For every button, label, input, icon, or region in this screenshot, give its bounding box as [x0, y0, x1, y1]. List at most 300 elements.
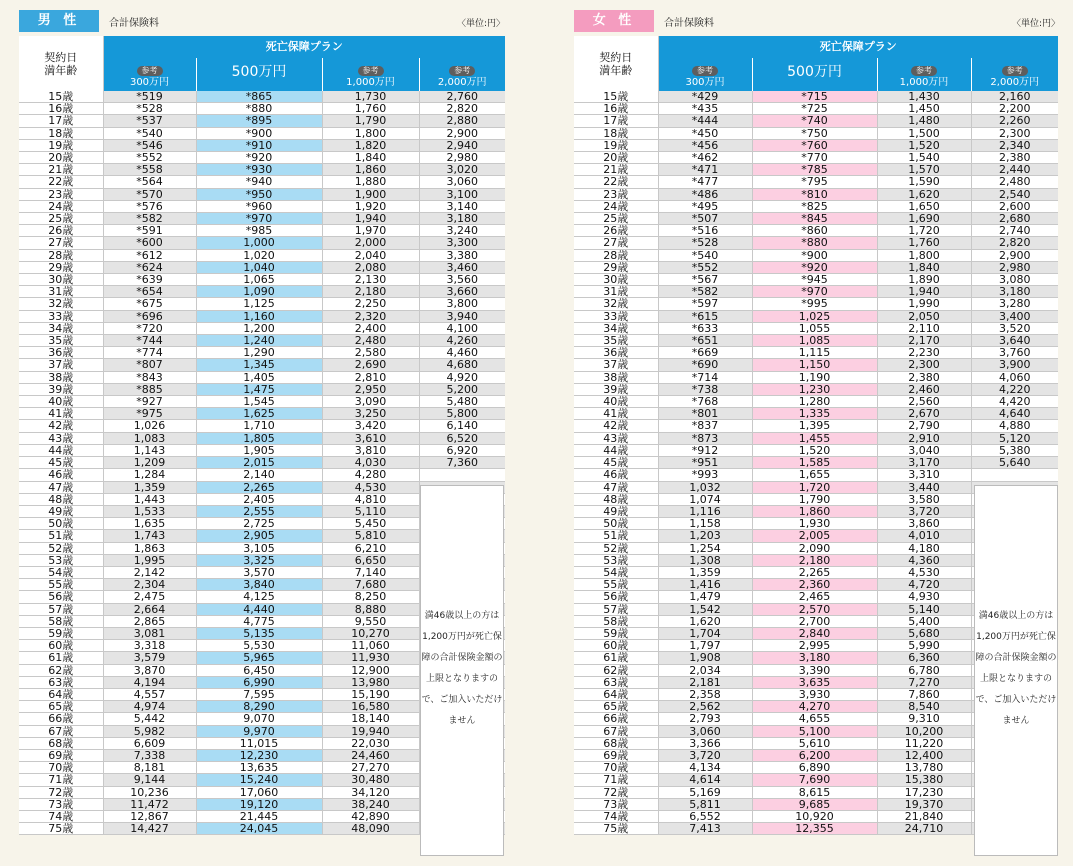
age-cell: 68歳 [19, 737, 103, 749]
premium-cell: 1,308 [658, 554, 752, 566]
premium-cell-highlight: 1,905 [196, 444, 322, 456]
premium-cell: 4,640 [971, 408, 1058, 420]
premium-cell: 4,134 [658, 762, 752, 774]
premium-cell: *612 [103, 249, 196, 261]
age-cell: 71歳 [19, 774, 103, 786]
age-cell: 66歳 [19, 713, 103, 725]
plan-header: 死亡保障プラン [658, 36, 1058, 58]
premium-cell: 2,260 [971, 115, 1058, 127]
premium-cell-highlight: 1,710 [196, 420, 322, 432]
table-row [19, 127, 505, 139]
premium-cell: 2,680 [971, 213, 1058, 225]
premium-cell: 3,460 [419, 261, 505, 273]
premium-cell: 42,890 [322, 810, 419, 822]
premium-cell-highlight: *970 [196, 213, 322, 225]
premium-cell-highlight: 2,840 [752, 627, 877, 639]
premium-cell: 7,860 [877, 688, 971, 700]
premium-cell: *582 [658, 286, 752, 298]
premium-cell: 6,920 [419, 444, 505, 456]
premium-cell: 2,560 [877, 396, 971, 408]
age-cell: 66歳 [574, 713, 658, 725]
premium-cell: 24,710 [877, 823, 971, 835]
premium-cell-highlight: 1,240 [196, 335, 322, 347]
premium-cell-highlight: 6,200 [752, 749, 877, 761]
premium-cell-highlight: 2,090 [752, 542, 877, 554]
age-cell: 22歳 [19, 176, 103, 188]
age-cell: 55歳 [19, 579, 103, 591]
plan-header: 死亡保障プラン [103, 36, 505, 58]
premium-cell: 3,366 [658, 737, 752, 749]
age-cell: 25歳 [574, 213, 658, 225]
premium-cell: 1,797 [658, 640, 752, 652]
premium-cell-highlight: *970 [752, 286, 877, 298]
age-cell: 42歳 [574, 420, 658, 432]
premium-cell-highlight: *985 [196, 225, 322, 237]
premium-cell: 3,520 [971, 322, 1058, 334]
premium-cell: 3,810 [322, 444, 419, 456]
premium-cell: 1,620 [658, 615, 752, 627]
premium-cell: 3,020 [419, 164, 505, 176]
premium-cell-highlight: 1,335 [752, 408, 877, 420]
premium-cell-highlight: 1,020 [196, 249, 322, 261]
table-row [19, 91, 505, 103]
premium-cell: 7,270 [877, 676, 971, 688]
premium-cell: 3,440 [877, 481, 971, 493]
premium-cell: 19,370 [877, 798, 971, 810]
premium-cell-highlight: 1,160 [196, 310, 322, 322]
premium-cell: 2,600 [971, 200, 1058, 212]
premium-cell: 1,840 [322, 152, 419, 164]
premium-cell-highlight: 2,360 [752, 579, 877, 591]
premium-cell-highlight: 1,625 [196, 408, 322, 420]
premium-cell: *654 [103, 286, 196, 298]
table-row [19, 274, 505, 286]
premium-cell: 2,480 [971, 176, 1058, 188]
age-cell: 21歳 [574, 164, 658, 176]
gender-tag-female: 女 性 [574, 10, 654, 32]
premium-cell: *993 [658, 469, 752, 481]
premium-cell-highlight: 7,595 [196, 688, 322, 700]
premium-cell: 1,416 [658, 579, 752, 591]
premium-cell-highlight: 1,025 [752, 310, 877, 322]
premium-cell: *669 [658, 347, 752, 359]
premium-cell-highlight: *760 [752, 139, 877, 151]
premium-cell-highlight: 24,045 [196, 823, 322, 835]
premium-cell: 4,530 [877, 566, 971, 578]
premium-cell: 4,810 [322, 493, 419, 505]
premium-cell-highlight: 2,140 [196, 469, 322, 481]
age-cell: 24歳 [574, 200, 658, 212]
premium-cell: 8,250 [322, 591, 419, 603]
table-row [19, 152, 505, 164]
unit-label: 〈単位:円〉 [456, 19, 505, 29]
table-row [574, 200, 1058, 212]
table-row [19, 457, 505, 469]
premium-cell: *639 [103, 274, 196, 286]
premium-cell-highlight: *920 [752, 261, 877, 273]
premium-cell: *435 [658, 103, 752, 115]
premium-cell: *591 [103, 225, 196, 237]
premium-cell: 1,026 [103, 420, 196, 432]
premium-cell: 48,090 [322, 823, 419, 835]
premium-cell: *624 [103, 261, 196, 273]
premium-cell: 5,110 [322, 505, 419, 517]
premium-cell: 1,254 [658, 542, 752, 554]
premium-cell: 11,472 [103, 798, 196, 810]
premium-cell-highlight: 1,230 [752, 383, 877, 395]
premium-cell: 1,450 [877, 103, 971, 115]
premium-cell: 3,860 [877, 518, 971, 530]
premium-cell: 2,250 [322, 298, 419, 310]
age-cell: 32歳 [19, 298, 103, 310]
premium-cell: *744 [103, 335, 196, 347]
age-cell: 55歳 [574, 579, 658, 591]
premium-cell-highlight: 8,615 [752, 786, 877, 798]
premium-cell: *516 [658, 225, 752, 237]
table-row [19, 200, 505, 212]
premium-cell: 4,920 [419, 371, 505, 383]
premium-cell: 10,200 [877, 725, 971, 737]
age-cell: 56歳 [574, 591, 658, 603]
age-cell: 48歳 [19, 493, 103, 505]
age-cell: 34歳 [574, 322, 658, 334]
col-2000: 参考 2,000万円 [971, 58, 1058, 91]
premium-cell: 1,760 [322, 103, 419, 115]
age-cell: 57歳 [574, 603, 658, 615]
table-row [574, 444, 1058, 456]
table-row [574, 298, 1058, 310]
premium-cell: 3,180 [419, 213, 505, 225]
premium-cell: 2,562 [658, 701, 752, 713]
premium-cell: 6,360 [877, 652, 971, 664]
table-row [574, 420, 1058, 432]
premium-cell-highlight: 19,120 [196, 798, 322, 810]
premium-cell: 5,169 [658, 786, 752, 798]
table-row [19, 261, 505, 273]
table-row [574, 310, 1058, 322]
premium-cell-highlight: 3,325 [196, 554, 322, 566]
table-row [19, 115, 505, 127]
premium-cell: *552 [658, 261, 752, 273]
premium-cell-highlight: 2,265 [196, 481, 322, 493]
premium-cell-highlight: 1,455 [752, 432, 877, 444]
premium-cell: 3,318 [103, 640, 196, 652]
age-cell: 62歳 [574, 664, 658, 676]
premium-cell: 5,442 [103, 713, 196, 725]
premium-cell: 3,720 [658, 749, 752, 761]
age-cell: 37歳 [19, 359, 103, 371]
premium-cell: *456 [658, 139, 752, 151]
premium-cell-highlight: *795 [752, 176, 877, 188]
premium-cell-highlight: 12,355 [752, 823, 877, 835]
premium-cell-highlight: 2,005 [752, 530, 877, 542]
table-row [574, 383, 1058, 395]
premium-cell: *675 [103, 298, 196, 310]
premium-cell-highlight: 1,125 [196, 298, 322, 310]
premium-cell: 4,260 [419, 335, 505, 347]
age-cell: 20歳 [19, 152, 103, 164]
table-row [574, 274, 1058, 286]
premium-cell-highlight: 1,055 [752, 322, 877, 334]
table-row [19, 371, 505, 383]
premium-cell-highlight: 1,000 [196, 237, 322, 249]
premium-cell-highlight: 1,655 [752, 469, 877, 481]
age-cell: 64歳 [19, 688, 103, 700]
premium-cell: 22,030 [322, 737, 419, 749]
age-cell: 29歳 [19, 261, 103, 273]
premium-cell: 1,900 [322, 188, 419, 200]
premium-cell: 15,380 [877, 774, 971, 786]
premium-cell: 1,800 [877, 249, 971, 261]
premium-cell: 15,190 [322, 688, 419, 700]
premium-cell [971, 469, 1058, 481]
table-row [19, 249, 505, 261]
age-cell: 25歳 [19, 213, 103, 225]
age-cell: 21歳 [19, 164, 103, 176]
age-cell: 73歳 [19, 798, 103, 810]
premium-cell: 6,780 [877, 664, 971, 676]
premium-cell-highlight: *940 [196, 176, 322, 188]
age-cell: 28歳 [574, 249, 658, 261]
premium-cell-highlight: 15,240 [196, 774, 322, 786]
premium-cell-highlight: 5,530 [196, 640, 322, 652]
age-cell: 19歳 [574, 139, 658, 151]
age-cell: 46歳 [19, 469, 103, 481]
table-row [574, 335, 1058, 347]
premium-cell: 5,480 [419, 396, 505, 408]
premium-cell: 3,870 [103, 664, 196, 676]
age-cell: 49歳 [19, 505, 103, 517]
age-cell: 69歳 [574, 749, 658, 761]
premium-cell: 3,170 [877, 457, 971, 469]
premium-cell: *843 [103, 371, 196, 383]
premium-cell: 4,220 [971, 383, 1058, 395]
premium-cell: 6,650 [322, 554, 419, 566]
premium-cell-highlight: 5,100 [752, 725, 877, 737]
premium-cell: 3,310 [877, 469, 971, 481]
reference-badge: 参考 [137, 66, 163, 76]
premium-cell: 1,570 [877, 164, 971, 176]
premium-cell: 1,116 [658, 505, 752, 517]
age-cell: 16歳 [574, 103, 658, 115]
premium-cell: 1,720 [877, 225, 971, 237]
age-cell: 45歳 [574, 457, 658, 469]
premium-cell-highlight: 4,440 [196, 603, 322, 615]
age-cell: 67歳 [19, 725, 103, 737]
premium-cell-highlight: 1,395 [752, 420, 877, 432]
premium-cell-highlight: 12,230 [196, 749, 322, 761]
premium-cell-highlight: 2,465 [752, 591, 877, 603]
age-limit-note: 満46歳以上の方は1,200万円が死亡保障の合計保険金額の上限となりますので、ご加入いただけません [420, 485, 504, 856]
premium-cell: 6,140 [419, 420, 505, 432]
age-cell: 43歳 [19, 432, 103, 444]
premium-cell-highlight: 17,060 [196, 786, 322, 798]
premium-cell: 2,181 [658, 676, 752, 688]
age-cell: 62歳 [19, 664, 103, 676]
premium-cell: 4,060 [971, 371, 1058, 383]
premium-cell: *552 [103, 152, 196, 164]
table-row [19, 444, 505, 456]
premium-cell: 1,995 [103, 554, 196, 566]
premium-cell: 2,910 [877, 432, 971, 444]
premium-cell-highlight: 3,840 [196, 579, 322, 591]
table-row [574, 213, 1058, 225]
age-cell: 42歳 [19, 420, 103, 432]
premium-cell-highlight: 5,965 [196, 652, 322, 664]
premium-cell-highlight: 3,390 [752, 664, 877, 676]
premium-cell: *951 [658, 457, 752, 469]
premium-cell-highlight: 1,290 [196, 347, 322, 359]
premium-cell: 3,080 [971, 274, 1058, 286]
premium-cell: 4,460 [419, 347, 505, 359]
premium-cell: 1,650 [877, 200, 971, 212]
reference-badge: 参考 [1002, 66, 1028, 76]
premium-cell: *714 [658, 371, 752, 383]
premium-cell: 3,660 [419, 286, 505, 298]
premium-cell: 27,270 [322, 762, 419, 774]
premium-cell: *768 [658, 396, 752, 408]
premium-cell: 2,110 [877, 322, 971, 334]
premium-cell: 17,230 [877, 786, 971, 798]
premium-cell: 2,000 [322, 237, 419, 249]
age-cell: 15歳 [574, 91, 658, 103]
age-cell: 17歳 [19, 115, 103, 127]
table-row [574, 432, 1058, 444]
age-cell: 47歳 [574, 481, 658, 493]
age-cell: 40歳 [574, 396, 658, 408]
age-cell: 31歳 [574, 286, 658, 298]
premium-cell-highlight: 1,190 [752, 371, 877, 383]
premium-cell-highlight: 3,930 [752, 688, 877, 700]
table-row [19, 164, 505, 176]
premium-cell: 2,580 [322, 347, 419, 359]
table-row [574, 139, 1058, 151]
premium-cell: 13,980 [322, 676, 419, 688]
premium-cell-highlight: 2,555 [196, 505, 322, 517]
premium-cell: 1,863 [103, 542, 196, 554]
premium-cell-highlight: *750 [752, 127, 877, 139]
age-cell: 60歳 [574, 640, 658, 652]
age-cell: 60歳 [19, 640, 103, 652]
premium-cell: 2,900 [971, 249, 1058, 261]
table-row [574, 249, 1058, 261]
premium-cell: 12,867 [103, 810, 196, 822]
premium-cell-highlight: 2,265 [752, 566, 877, 578]
age-column-header: 契約日 満年齢 [19, 36, 103, 91]
premium-cell-highlight: 3,570 [196, 566, 322, 578]
premium-cell: 11,930 [322, 652, 419, 664]
premium-cell-highlight: 1,405 [196, 371, 322, 383]
premium-cell: 2,040 [322, 249, 419, 261]
premium-cell: 4,557 [103, 688, 196, 700]
premium-cell-highlight: 2,725 [196, 518, 322, 530]
premium-cell: 1,083 [103, 432, 196, 444]
table-row [574, 91, 1058, 103]
age-cell: 59歳 [19, 627, 103, 639]
premium-cell-highlight: 4,775 [196, 615, 322, 627]
table-row [574, 396, 1058, 408]
premium-cell: 1,743 [103, 530, 196, 542]
premium-cell: 6,609 [103, 737, 196, 749]
premium-cell: 2,380 [971, 152, 1058, 164]
premium-cell: 2,340 [971, 139, 1058, 151]
premium-cell-highlight: 1,065 [196, 274, 322, 286]
table-row [19, 335, 505, 347]
col-300: 参考 300万円 [658, 58, 752, 91]
premium-cell-highlight: 5,135 [196, 627, 322, 639]
premium-cell: 2,440 [971, 164, 1058, 176]
age-cell: 72歳 [19, 786, 103, 798]
age-cell: 26歳 [19, 225, 103, 237]
premium-cell-highlight: *930 [196, 164, 322, 176]
gender-tag-male: 男 性 [19, 10, 99, 32]
premium-cell: 1,542 [658, 603, 752, 615]
premium-cell: 30,480 [322, 774, 419, 786]
premium-cell: 1,940 [877, 286, 971, 298]
premium-cell: 2,540 [971, 188, 1058, 200]
age-cell: 59歳 [574, 627, 658, 639]
premium-cell: 4,280 [322, 469, 419, 481]
premium-cell: *696 [103, 310, 196, 322]
age-cell: 64歳 [574, 688, 658, 700]
table-row [19, 286, 505, 298]
age-cell: 72歳 [574, 786, 658, 798]
premium-cell-highlight: 1,545 [196, 396, 322, 408]
premium-cell-highlight: *810 [752, 188, 877, 200]
premium-cell: 5,380 [971, 444, 1058, 456]
premium-cell-highlight: 1,475 [196, 383, 322, 395]
age-cell: 58歳 [19, 615, 103, 627]
premium-cell: *615 [658, 310, 752, 322]
premium-cell: *528 [103, 103, 196, 115]
age-limit-note: 満46歳以上の方は1,200万円が死亡保障の合計保険金額の上限となりますので、ご加入いただけません [974, 485, 1058, 856]
female-header-bar [574, 10, 1062, 32]
table-row [19, 383, 505, 395]
premium-cell-highlight: *960 [196, 200, 322, 212]
premium-cell: 3,580 [877, 493, 971, 505]
premium-cell: 1,730 [322, 91, 419, 103]
premium-cell: 2,690 [322, 359, 419, 371]
premium-cell: 2,950 [322, 383, 419, 395]
age-column-header: 契約日 満年齢 [574, 36, 658, 91]
table-row [574, 469, 1058, 481]
premium-cell: 4,930 [877, 591, 971, 603]
premium-cell: 2,300 [971, 127, 1058, 139]
premium-cell: *837 [658, 420, 752, 432]
premium-cell-highlight: *865 [196, 91, 322, 103]
age-cell: 29歳 [574, 261, 658, 273]
premium-cell-highlight: *785 [752, 164, 877, 176]
reference-badge: 参考 [911, 66, 937, 76]
premium-cell-highlight: 6,990 [196, 676, 322, 688]
premium-cell: *600 [103, 237, 196, 249]
age-cell: 49歳 [574, 505, 658, 517]
premium-cell: 3,280 [971, 298, 1058, 310]
premium-cell: *528 [658, 237, 752, 249]
table-row [19, 139, 505, 151]
age-cell: 34歳 [19, 322, 103, 334]
age-cell: 36歳 [19, 347, 103, 359]
age-cell: 61歳 [574, 652, 658, 664]
age-cell: 23歳 [19, 188, 103, 200]
table-row [19, 103, 505, 115]
premium-cell: 1,479 [658, 591, 752, 603]
premium-cell: 2,300 [877, 359, 971, 371]
age-cell: 63歳 [574, 676, 658, 688]
age-cell: 75歳 [19, 823, 103, 835]
premium-cell: 2,480 [322, 335, 419, 347]
premium-cell: 11,220 [877, 737, 971, 749]
